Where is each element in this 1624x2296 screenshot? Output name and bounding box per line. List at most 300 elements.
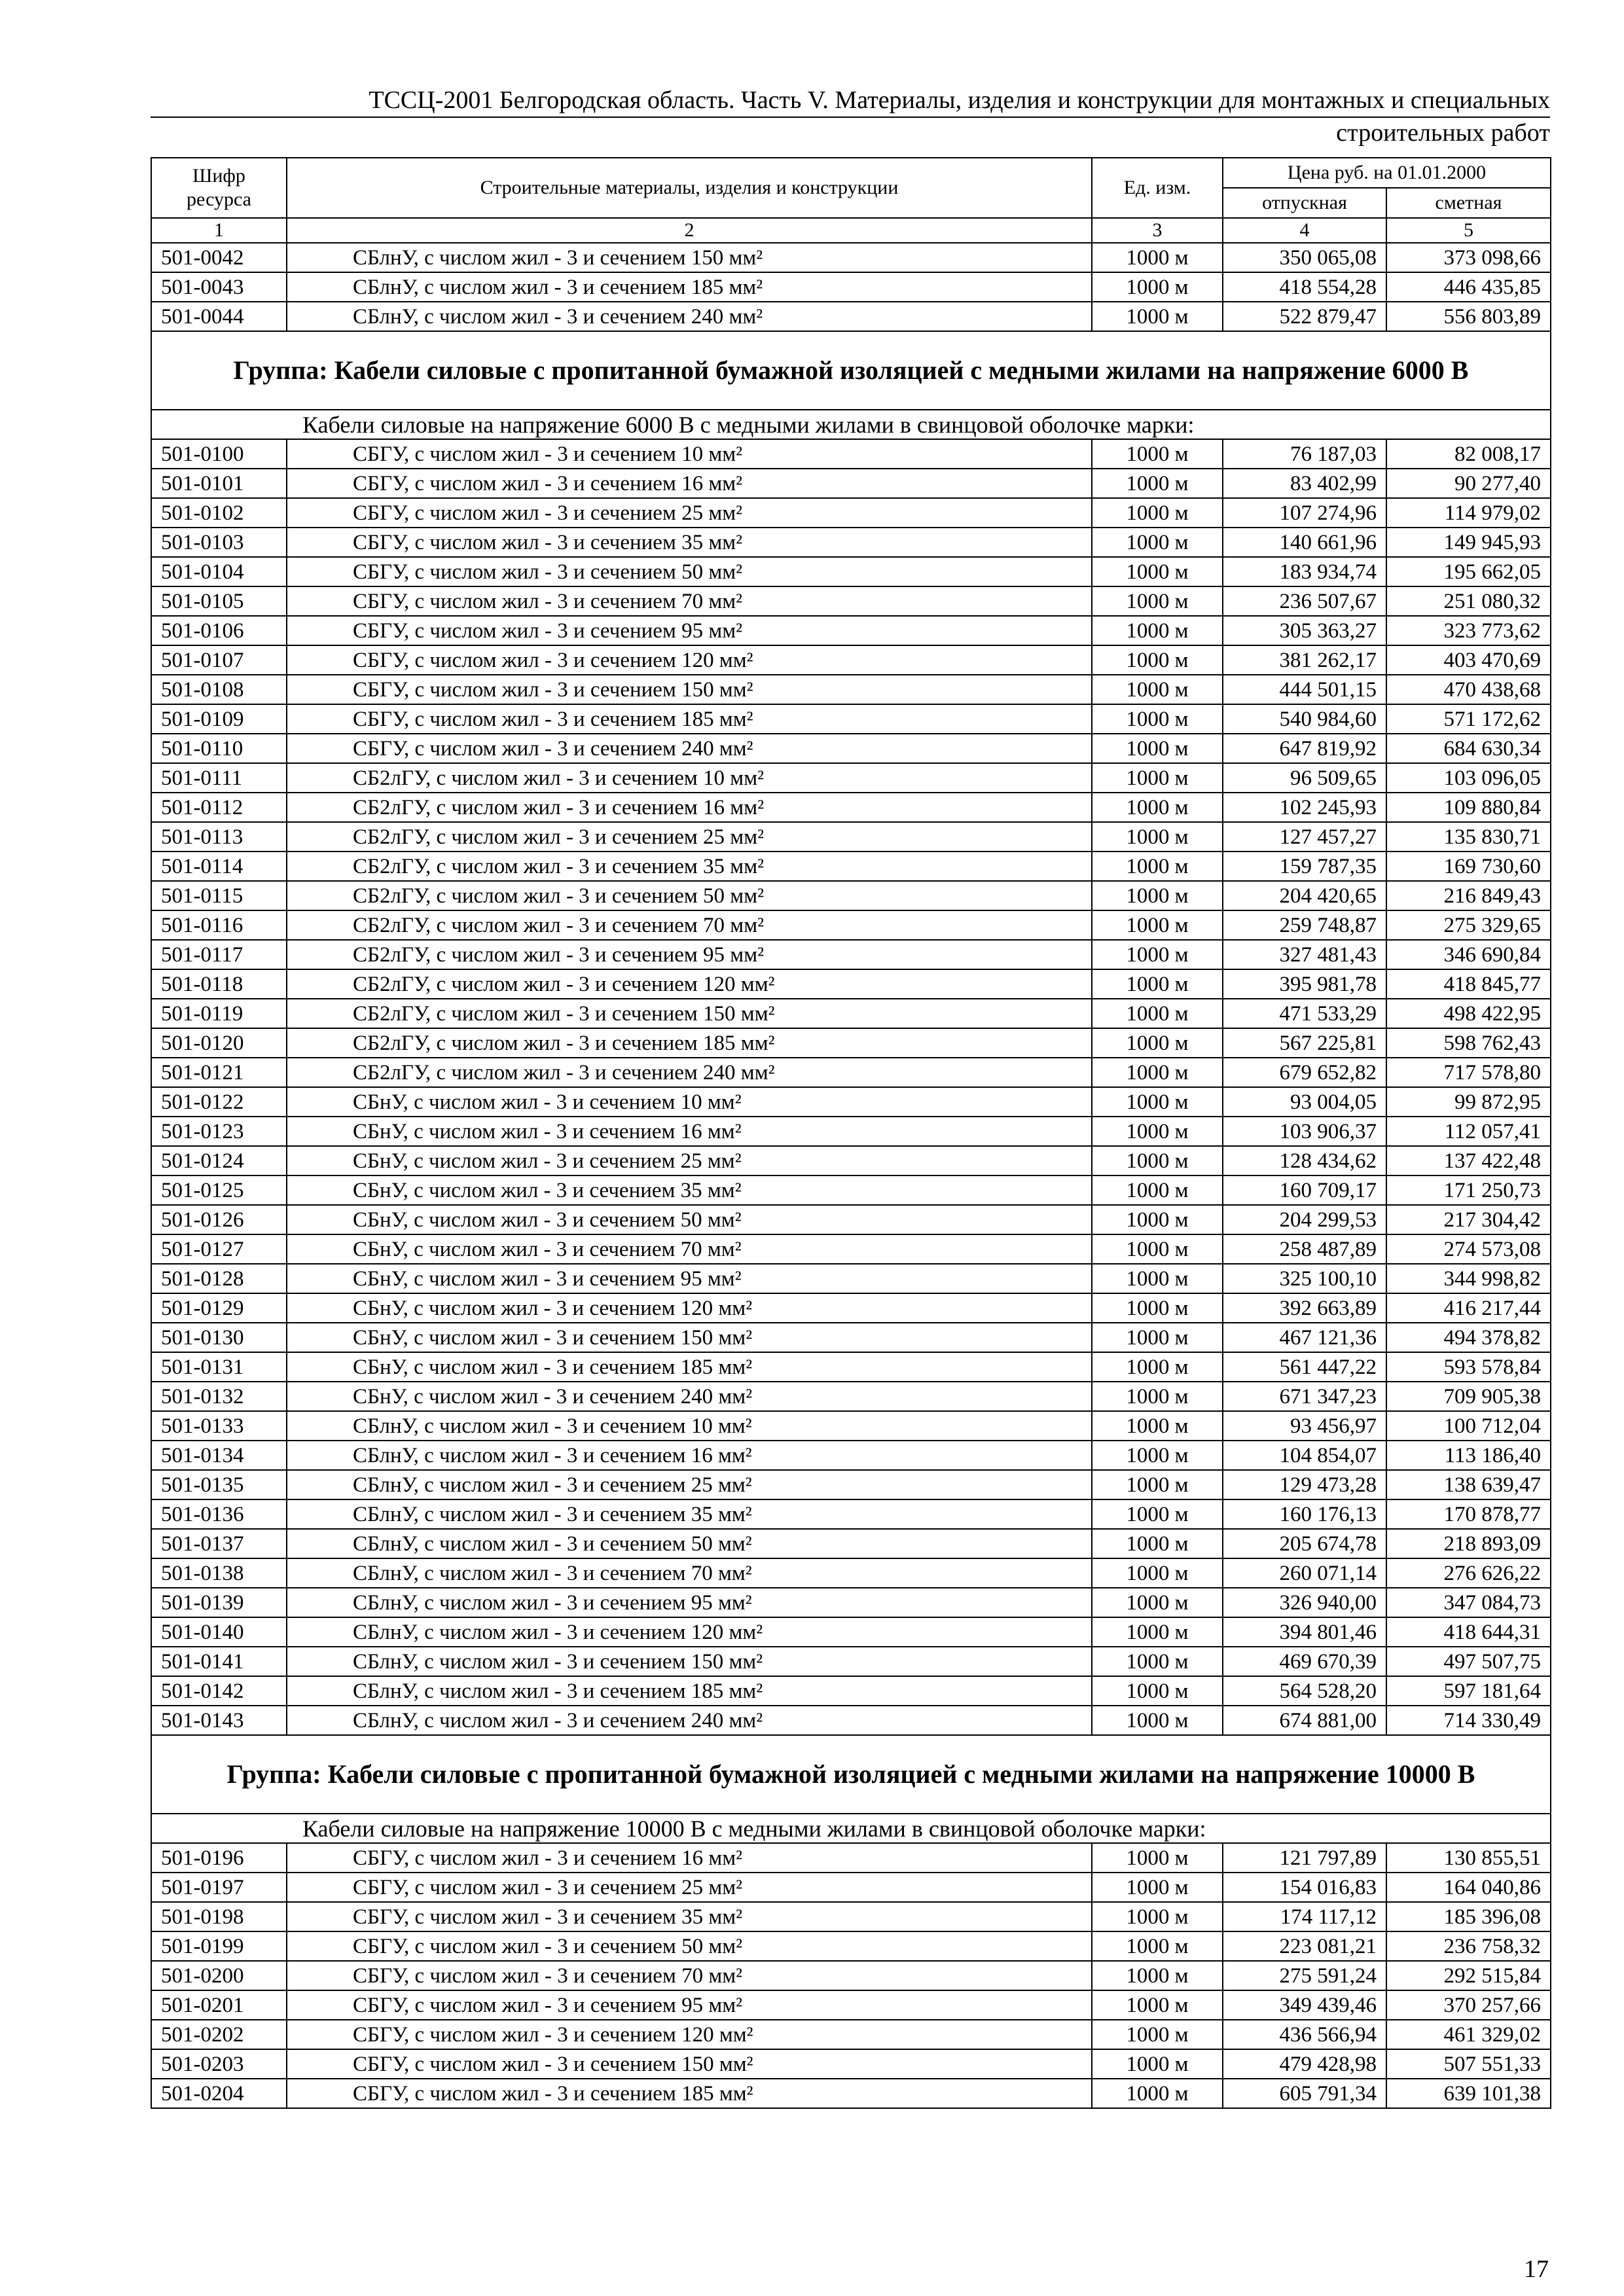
row-name: СБГУ, с числом жил - 3 и сечением 95 мм²	[287, 1990, 1092, 2020]
row-code: 501-0127	[151, 1234, 287, 1264]
row-name: СБГУ, с числом жил - 3 и сечением 120 мм²	[287, 2020, 1092, 2049]
row-code: 501-0124	[151, 1146, 287, 1175]
table-row	[151, 645, 1551, 675]
row-name: СБнУ, с числом жил - 3 и сечением 70 мм²	[287, 1234, 1092, 1264]
row-name: СБлнУ, с числом жил - 3 и сечением 185 мм²	[287, 272, 1092, 302]
row-price-release: 107 274,96	[1223, 498, 1386, 528]
row-code: 501-0112	[151, 793, 287, 822]
row-code: 501-0044	[151, 302, 287, 331]
row-price-estimate: 82 008,17	[1386, 439, 1551, 469]
col-header-code: Шифр ресурса	[151, 158, 287, 218]
row-unit: 1000 м	[1092, 793, 1223, 822]
table-row	[151, 557, 1551, 586]
row-price-estimate: 571 172,62	[1386, 704, 1551, 734]
row-price-estimate: 418 845,77	[1386, 969, 1551, 999]
col-header-price-estimate: сметная	[1386, 188, 1551, 218]
row-name: СБнУ, с числом жил - 3 и сечением 120 мм²	[287, 1293, 1092, 1323]
row-unit: 1000 м	[1092, 1175, 1223, 1205]
row-price-estimate: 403 470,69	[1386, 645, 1551, 675]
row-name: СБнУ, с числом жил - 3 и сечением 95 мм²	[287, 1264, 1092, 1293]
row-unit: 1000 м	[1092, 940, 1223, 969]
row-price-release: 381 262,17	[1223, 645, 1386, 675]
row-code: 501-0198	[151, 1902, 287, 1931]
row-price-estimate: 113 186,40	[1386, 1441, 1551, 1470]
row-name: СБГУ, с числом жил - 3 и сечением 50 мм²	[287, 557, 1092, 586]
table-row	[151, 1352, 1551, 1382]
row-unit: 1000 м	[1092, 1843, 1223, 1873]
row-code: 501-0118	[151, 969, 287, 999]
row-name: СБлнУ, с числом жил - 3 и сечением 25 мм²	[287, 1470, 1092, 1499]
row-name: СБГУ, с числом жил - 3 и сечением 150 мм²	[287, 675, 1092, 704]
row-price-release: 129 473,28	[1223, 1470, 1386, 1499]
row-price-release: 561 447,22	[1223, 1352, 1386, 1382]
row-unit: 1000 м	[1092, 2079, 1223, 2108]
row-price-release: 205 674,78	[1223, 1529, 1386, 1558]
row-price-estimate: 169 730,60	[1386, 852, 1551, 881]
row-price-estimate: 684 630,34	[1386, 734, 1551, 763]
page-number: 17	[1524, 2255, 1549, 2283]
row-code: 501-0106	[151, 616, 287, 645]
group-title: Группа: Кабели силовые с пропитанной бумажной изоляцией с медными жилами на напряжение 10000 В	[151, 1735, 1551, 1814]
row-price-estimate: 461 329,02	[1386, 2020, 1551, 2049]
table-row	[151, 2079, 1551, 2108]
row-name: СБлнУ, с числом жил - 3 и сечением 240 мм²	[287, 302, 1092, 331]
row-name: СБГУ, с числом жил - 3 и сечением 35 мм²	[287, 528, 1092, 557]
table-row	[151, 528, 1551, 557]
row-unit: 1000 м	[1092, 528, 1223, 557]
row-price-estimate: 470 438,68	[1386, 675, 1551, 704]
row-price-release: 325 100,10	[1223, 1264, 1386, 1293]
row-unit: 1000 м	[1092, 1234, 1223, 1264]
price-table	[151, 157, 1551, 2109]
row-price-release: 93 456,97	[1223, 1411, 1386, 1441]
table-row	[151, 1961, 1551, 1990]
row-unit: 1000 м	[1092, 616, 1223, 645]
row-price-estimate: 292 515,84	[1386, 1961, 1551, 1990]
row-price-release: 467 121,36	[1223, 1323, 1386, 1352]
row-price-release: 236 507,67	[1223, 586, 1386, 616]
row-unit: 1000 м	[1092, 1352, 1223, 1382]
row-code: 501-0202	[151, 2020, 287, 2049]
table-row	[151, 1117, 1551, 1146]
row-price-estimate: 639 101,38	[1386, 2079, 1551, 2108]
row-code: 501-0204	[151, 2079, 287, 2108]
row-price-estimate: 556 803,89	[1386, 302, 1551, 331]
row-unit: 1000 м	[1092, 1617, 1223, 1647]
row-price-release: 204 420,65	[1223, 881, 1386, 910]
table-row	[151, 498, 1551, 528]
row-price-release: 154 016,83	[1223, 1873, 1386, 1902]
col-header-price-release: отпускная	[1223, 188, 1386, 218]
row-code: 501-0199	[151, 1931, 287, 1961]
row-price-estimate: 275 329,65	[1386, 910, 1551, 940]
row-name: СБлнУ, с числом жил - 3 и сечением 70 мм²	[287, 1558, 1092, 1588]
row-price-release: 258 487,89	[1223, 1234, 1386, 1264]
group-subtitle-row	[151, 1814, 1551, 1843]
row-price-estimate: 370 257,66	[1386, 1990, 1551, 2020]
row-unit: 1000 м	[1092, 1411, 1223, 1441]
row-name: СБнУ, с числом жил - 3 и сечением 50 мм²	[287, 1205, 1092, 1234]
row-unit: 1000 м	[1092, 1931, 1223, 1961]
row-price-estimate: 109 880,84	[1386, 793, 1551, 822]
row-code: 501-0126	[151, 1205, 287, 1234]
row-name: СБГУ, с числом жил - 3 и сечением 25 мм²	[287, 1873, 1092, 1902]
row-code: 501-0111	[151, 763, 287, 793]
row-name: СБлнУ, с числом жил - 3 и сечением 150 мм²	[287, 1647, 1092, 1676]
row-price-estimate: 103 096,05	[1386, 763, 1551, 793]
row-unit: 1000 м	[1092, 734, 1223, 763]
table-row	[151, 1617, 1551, 1647]
row-price-estimate: 130 855,51	[1386, 1843, 1551, 1873]
row-price-estimate: 494 378,82	[1386, 1323, 1551, 1352]
row-price-release: 392 663,89	[1223, 1293, 1386, 1323]
group-title-row	[151, 331, 1551, 410]
row-price-estimate: 347 084,73	[1386, 1588, 1551, 1617]
row-price-release: 469 670,39	[1223, 1647, 1386, 1676]
row-price-estimate: 714 330,49	[1386, 1706, 1551, 1735]
row-code: 501-0114	[151, 852, 287, 881]
group-subtitle: Кабели силовые на напряжение 10000 В с медными жилами в свинцовой оболочке марки:	[151, 1814, 1551, 1843]
table-row	[151, 243, 1551, 272]
table-body	[151, 243, 1551, 2108]
row-name: СБГУ, с числом жил - 3 и сечением 120 мм²	[287, 645, 1092, 675]
row-name: СБнУ, с числом жил - 3 и сечением 150 мм²	[287, 1323, 1092, 1352]
row-code: 501-0113	[151, 822, 287, 852]
row-code: 501-0136	[151, 1499, 287, 1529]
row-code: 501-0102	[151, 498, 287, 528]
row-unit: 1000 м	[1092, 1961, 1223, 1990]
row-unit: 1000 м	[1092, 763, 1223, 793]
row-name: СБГУ, с числом жил - 3 и сечением 95 мм²	[287, 616, 1092, 645]
row-price-estimate: 195 662,05	[1386, 557, 1551, 586]
row-name: СБГУ, с числом жил - 3 и сечением 70 мм²	[287, 586, 1092, 616]
row-name: СБГУ, с числом жил - 3 и сечением 50 мм²	[287, 1931, 1092, 1961]
row-code: 501-0109	[151, 704, 287, 734]
row-price-release: 174 117,12	[1223, 1902, 1386, 1931]
row-code: 501-0117	[151, 940, 287, 969]
row-price-estimate: 507 551,33	[1386, 2049, 1551, 2079]
row-name: СБГУ, с числом жил - 3 и сечением 25 мм²	[287, 498, 1092, 528]
row-code: 501-0100	[151, 439, 287, 469]
row-price-release: 349 439,46	[1223, 1990, 1386, 2020]
row-price-estimate: 276 626,22	[1386, 1558, 1551, 1588]
row-price-estimate: 100 712,04	[1386, 1411, 1551, 1441]
table-row	[151, 969, 1551, 999]
column-number: 3	[1092, 218, 1223, 243]
table-row	[151, 763, 1551, 793]
row-code: 501-0203	[151, 2049, 287, 2079]
table-row	[151, 1058, 1551, 1087]
row-price-estimate: 216 849,43	[1386, 881, 1551, 910]
row-price-release: 326 940,00	[1223, 1588, 1386, 1617]
row-unit: 1000 м	[1092, 2049, 1223, 2079]
row-code: 501-0105	[151, 586, 287, 616]
column-number: 5	[1386, 218, 1551, 243]
row-price-release: 674 881,00	[1223, 1706, 1386, 1735]
row-price-estimate: 344 998,82	[1386, 1264, 1551, 1293]
table-row	[151, 999, 1551, 1028]
row-unit: 1000 м	[1092, 1529, 1223, 1558]
row-price-release: 540 984,60	[1223, 704, 1386, 734]
row-unit: 1000 м	[1092, 272, 1223, 302]
table-row	[151, 940, 1551, 969]
row-code: 501-0196	[151, 1843, 287, 1873]
row-name: СБлнУ, с числом жил - 3 и сечением 150 мм²	[287, 243, 1092, 272]
table-row	[151, 2049, 1551, 2079]
row-price-release: 471 533,29	[1223, 999, 1386, 1028]
column-number: 1	[151, 218, 287, 243]
row-name: СБ2лГУ, с числом жил - 3 и сечением 185 мм²	[287, 1028, 1092, 1058]
row-price-estimate: 135 830,71	[1386, 822, 1551, 852]
row-price-release: 567 225,81	[1223, 1028, 1386, 1058]
page-header	[151, 84, 1550, 147]
col-header-name: Строительные материалы, изделия и конструкции	[287, 158, 1092, 218]
row-unit: 1000 м	[1092, 1264, 1223, 1293]
row-price-estimate: 112 057,41	[1386, 1117, 1551, 1146]
row-name: СБлнУ, с числом жил - 3 и сечением 50 мм²	[287, 1529, 1092, 1558]
table-row	[151, 1843, 1551, 1873]
row-code: 501-0133	[151, 1411, 287, 1441]
column-number: 2	[287, 218, 1092, 243]
row-price-release: 436 566,94	[1223, 2020, 1386, 2049]
row-code: 501-0110	[151, 734, 287, 763]
table-row	[151, 439, 1551, 469]
table-row	[151, 675, 1551, 704]
row-code: 501-0116	[151, 910, 287, 940]
row-name: СБГУ, с числом жил - 3 и сечением 35 мм²	[287, 1902, 1092, 1931]
row-name: СБ2лГУ, с числом жил - 3 и сечением 25 мм²	[287, 822, 1092, 852]
row-unit: 1000 м	[1092, 1990, 1223, 2020]
row-name: СБ2лГУ, с числом жил - 3 и сечением 16 мм²	[287, 793, 1092, 822]
table-row	[151, 1529, 1551, 1558]
table-row	[151, 586, 1551, 616]
table-row	[151, 1028, 1551, 1058]
row-price-release: 260 071,14	[1223, 1558, 1386, 1588]
row-name: СБГУ, с числом жил - 3 и сечением 10 мм²	[287, 439, 1092, 469]
column-numbers-row	[151, 218, 1551, 243]
row-unit: 1000 м	[1092, 1676, 1223, 1706]
row-name: СБлнУ, с числом жил - 3 и сечением 16 мм²	[287, 1441, 1092, 1470]
row-code: 501-0201	[151, 1990, 287, 2020]
row-price-estimate: 138 639,47	[1386, 1470, 1551, 1499]
row-unit: 1000 м	[1092, 969, 1223, 999]
row-price-estimate: 236 758,32	[1386, 1931, 1551, 1961]
table-row	[151, 1382, 1551, 1411]
table-row	[151, 793, 1551, 822]
table-row	[151, 1234, 1551, 1264]
row-code: 501-0131	[151, 1352, 287, 1382]
row-price-release: 647 819,92	[1223, 734, 1386, 763]
row-price-release: 275 591,24	[1223, 1961, 1386, 1990]
row-price-estimate: 217 304,42	[1386, 1205, 1551, 1234]
row-price-estimate: 99 872,95	[1386, 1087, 1551, 1117]
table-row	[151, 1175, 1551, 1205]
row-name: СБГУ, с числом жил - 3 и сечением 240 мм²	[287, 734, 1092, 763]
row-code: 501-0119	[151, 999, 287, 1028]
group-title-row	[151, 1735, 1551, 1814]
row-unit: 1000 м	[1092, 645, 1223, 675]
row-name: СБГУ, с числом жил - 3 и сечением 16 мм²	[287, 469, 1092, 498]
row-code: 501-0140	[151, 1617, 287, 1647]
row-name: СБ2лГУ, с числом жил - 3 и сечением 95 мм²	[287, 940, 1092, 969]
row-unit: 1000 м	[1092, 557, 1223, 586]
row-price-estimate: 418 644,31	[1386, 1617, 1551, 1647]
row-price-release: 394 801,46	[1223, 1617, 1386, 1647]
row-name: СБнУ, с числом жил - 3 и сечением 25 мм²	[287, 1146, 1092, 1175]
table-row	[151, 1470, 1551, 1499]
row-price-estimate: 416 217,44	[1386, 1293, 1551, 1323]
row-price-estimate: 137 422,48	[1386, 1146, 1551, 1175]
row-price-release: 128 434,62	[1223, 1146, 1386, 1175]
row-name: СБГУ, с числом жил - 3 и сечением 70 мм²	[287, 1961, 1092, 1990]
row-unit: 1000 м	[1092, 439, 1223, 469]
table-row	[151, 1588, 1551, 1617]
row-unit: 1000 м	[1092, 1441, 1223, 1470]
table-row	[151, 1558, 1551, 1588]
table-row	[151, 1205, 1551, 1234]
row-price-estimate: 373 098,66	[1386, 243, 1551, 272]
row-name: СБнУ, с числом жил - 3 и сечением 16 мм²	[287, 1117, 1092, 1146]
row-unit: 1000 м	[1092, 852, 1223, 881]
row-price-estimate: 717 578,80	[1386, 1058, 1551, 1087]
row-price-estimate: 274 573,08	[1386, 1234, 1551, 1264]
table-row	[151, 1676, 1551, 1706]
row-code: 501-0103	[151, 528, 287, 557]
header-title-line2: строительных работ	[1336, 119, 1550, 147]
row-code: 501-0135	[151, 1470, 287, 1499]
table-row	[151, 734, 1551, 763]
row-unit: 1000 м	[1092, 1902, 1223, 1931]
row-code: 501-0042	[151, 243, 287, 272]
table-row	[151, 1990, 1551, 2020]
row-name: СБ2лГУ, с числом жил - 3 и сечением 50 мм²	[287, 881, 1092, 910]
table-row	[151, 822, 1551, 852]
row-code: 501-0130	[151, 1323, 287, 1352]
row-unit: 1000 м	[1092, 498, 1223, 528]
table-row	[151, 1441, 1551, 1470]
row-unit: 1000 м	[1092, 1117, 1223, 1146]
row-price-estimate: 593 578,84	[1386, 1352, 1551, 1382]
row-code: 501-0101	[151, 469, 287, 498]
row-name: СБнУ, с числом жил - 3 и сечением 185 мм²	[287, 1352, 1092, 1382]
row-unit: 1000 м	[1092, 881, 1223, 910]
col-header-price: Цена руб. на 01.01.2000	[1223, 158, 1551, 188]
row-code: 501-0125	[151, 1175, 287, 1205]
row-code: 501-0120	[151, 1028, 287, 1058]
table-row	[151, 852, 1551, 881]
row-unit: 1000 м	[1092, 243, 1223, 272]
row-price-estimate: 149 945,93	[1386, 528, 1551, 557]
row-unit: 1000 м	[1092, 469, 1223, 498]
row-name: СБ2лГУ, с числом жил - 3 и сечением 10 мм²	[287, 763, 1092, 793]
row-price-estimate: 498 422,95	[1386, 999, 1551, 1028]
group-subtitle-row	[151, 410, 1551, 439]
row-name: СБнУ, с числом жил - 3 и сечением 35 мм²	[287, 1175, 1092, 1205]
row-price-release: 522 879,47	[1223, 302, 1386, 331]
row-price-estimate: 171 250,73	[1386, 1175, 1551, 1205]
row-price-release: 605 791,34	[1223, 2079, 1386, 2108]
row-unit: 1000 м	[1092, 1205, 1223, 1234]
row-price-release: 160 709,17	[1223, 1175, 1386, 1205]
row-unit: 1000 м	[1092, 1087, 1223, 1117]
column-number: 4	[1223, 218, 1386, 243]
row-unit: 1000 м	[1092, 2020, 1223, 2049]
row-unit: 1000 м	[1092, 1873, 1223, 1902]
row-code: 501-0142	[151, 1676, 287, 1706]
row-code: 501-0134	[151, 1441, 287, 1470]
row-price-release: 104 854,07	[1223, 1441, 1386, 1470]
row-price-release: 671 347,23	[1223, 1382, 1386, 1411]
row-price-estimate: 497 507,75	[1386, 1647, 1551, 1676]
row-name: СБ2лГУ, с числом жил - 3 и сечением 240 мм²	[287, 1058, 1092, 1087]
row-name: СБ2лГУ, с числом жил - 3 и сечением 150 мм²	[287, 999, 1092, 1028]
row-code: 501-0115	[151, 881, 287, 910]
row-price-estimate: 346 690,84	[1386, 940, 1551, 969]
row-unit: 1000 м	[1092, 1058, 1223, 1087]
row-unit: 1000 м	[1092, 1293, 1223, 1323]
row-name: СБ2лГУ, с числом жил - 3 и сечением 70 мм²	[287, 910, 1092, 940]
row-price-release: 76 187,03	[1223, 439, 1386, 469]
row-price-estimate: 218 893,09	[1386, 1529, 1551, 1558]
row-unit: 1000 м	[1092, 1146, 1223, 1175]
row-price-release: 679 652,82	[1223, 1058, 1386, 1087]
table-row	[151, 1087, 1551, 1117]
row-price-estimate: 251 080,32	[1386, 586, 1551, 616]
row-price-estimate: 114 979,02	[1386, 498, 1551, 528]
table-row	[151, 1323, 1551, 1352]
row-name: СБГУ, с числом жил - 3 и сечением 16 мм²	[287, 1843, 1092, 1873]
row-price-release: 564 528,20	[1223, 1676, 1386, 1706]
row-unit: 1000 м	[1092, 1382, 1223, 1411]
row-name: СБлнУ, с числом жил - 3 и сечением 35 мм²	[287, 1499, 1092, 1529]
row-price-release: 204 299,53	[1223, 1205, 1386, 1234]
row-price-estimate: 709 905,38	[1386, 1382, 1551, 1411]
row-unit: 1000 м	[1092, 675, 1223, 704]
row-code: 501-0197	[151, 1873, 287, 1902]
row-price-release: 159 787,35	[1223, 852, 1386, 881]
row-price-release: 183 934,74	[1223, 557, 1386, 586]
table-row	[151, 1146, 1551, 1175]
row-unit: 1000 м	[1092, 1470, 1223, 1499]
row-price-release: 395 981,78	[1223, 969, 1386, 999]
row-unit: 1000 м	[1092, 1028, 1223, 1058]
row-code: 501-0137	[151, 1529, 287, 1558]
row-name: СБГУ, с числом жил - 3 и сечением 185 мм²	[287, 2079, 1092, 2108]
row-unit: 1000 м	[1092, 1499, 1223, 1529]
row-price-estimate: 598 762,43	[1386, 1028, 1551, 1058]
row-name: СБнУ, с числом жил - 3 и сечением 10 мм²	[287, 1087, 1092, 1117]
row-code: 501-0108	[151, 675, 287, 704]
row-price-release: 93 004,05	[1223, 1087, 1386, 1117]
row-code: 501-0132	[151, 1382, 287, 1411]
row-code: 501-0123	[151, 1117, 287, 1146]
row-unit: 1000 м	[1092, 910, 1223, 940]
row-price-release: 140 661,96	[1223, 528, 1386, 557]
row-unit: 1000 м	[1092, 1647, 1223, 1676]
row-price-release: 418 554,28	[1223, 272, 1386, 302]
row-code: 501-0129	[151, 1293, 287, 1323]
row-unit: 1000 м	[1092, 999, 1223, 1028]
row-code: 501-0104	[151, 557, 287, 586]
row-unit: 1000 м	[1092, 1323, 1223, 1352]
table-row	[151, 1293, 1551, 1323]
row-unit: 1000 м	[1092, 302, 1223, 331]
row-code: 501-0200	[151, 1961, 287, 1990]
row-code: 501-0121	[151, 1058, 287, 1087]
row-unit: 1000 м	[1092, 1558, 1223, 1588]
row-price-release: 83 402,99	[1223, 469, 1386, 498]
group-subtitle: Кабели силовые на напряжение 6000 В с медными жилами в свинцовой оболочке марки:	[151, 410, 1551, 439]
